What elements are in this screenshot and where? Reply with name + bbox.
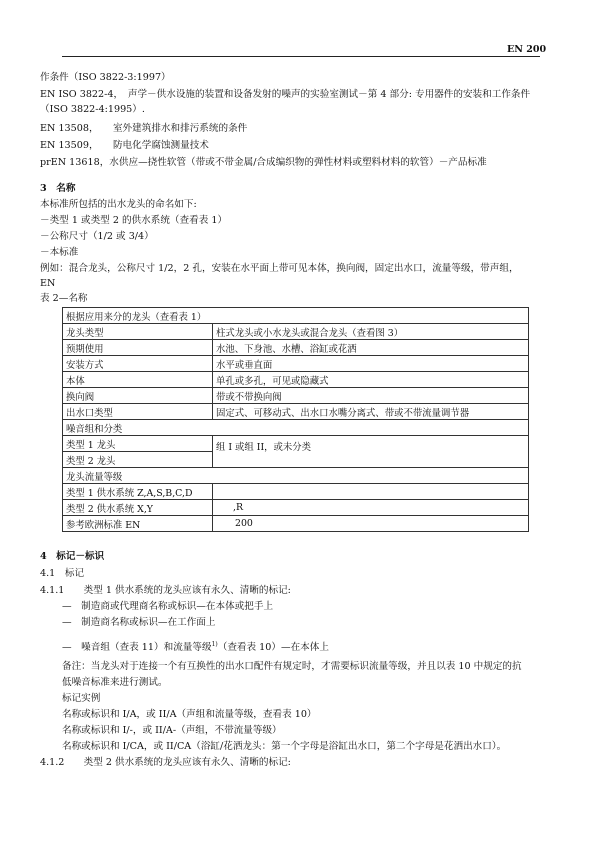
table-row xyxy=(63,420,529,436)
table-cell: 根据应用来分的龙头（查看表 1） xyxy=(63,308,529,324)
table-cell: 本体 xyxy=(63,372,213,388)
table-cell: 类型 2 供水系统 X,Y xyxy=(63,500,213,516)
table-cell: 噪音组和分类 xyxy=(63,420,529,436)
table-row xyxy=(63,356,529,372)
table-row xyxy=(63,308,529,324)
table-row xyxy=(63,516,529,532)
page-header-code: EN 200 xyxy=(507,44,547,55)
subsection-heading: 4.1.2 类型 2 供水系统的龙头应该有永久、清晰的标记: xyxy=(40,757,291,768)
designation-table xyxy=(62,307,529,532)
table-cell: 换向阀 xyxy=(63,388,213,404)
table-row xyxy=(63,484,529,500)
table-cell: 柱式龙头或小水龙头或混合龙头（查看图 3） xyxy=(213,324,529,340)
table-cell: 水池、下身池、水槽、浴缸或花洒 xyxy=(213,340,529,356)
section-3-intro: 本标准所包括的出水龙头的命名如下: xyxy=(40,199,197,210)
table-cell: 参考欧洲标准 EN xyxy=(63,516,213,532)
table-cell: 预期使用 xyxy=(63,340,213,356)
marking-item xyxy=(62,639,329,654)
table-row xyxy=(63,404,529,420)
table-cell: 组 I 或组 II，或未分类 xyxy=(213,436,529,468)
ref-line: prEN 13618，水供应—挠性软管（带或不带金属/合成编织物的弹性材料或塑料材料的软管）－产品标准 xyxy=(40,157,487,168)
example-line: 名称或标识和 I/-，或 II/A-（声组，不带流量等级） xyxy=(62,725,282,736)
subsection-heading: 4.1.1 类型 1 供水系统的龙头应该有永久、清晰的标记: xyxy=(40,585,291,596)
note-text: 备注：当龙头对于连接一个有互换性的出水口配件有规定时，才需要标识流量等级，并且以表 10 中规定的抗 xyxy=(62,661,522,672)
example-text: 例如：混合龙头，公称尺寸 1/2，2 孔，安装在水平面上带可见本体，换向阀，固定出水口，流量等级，带声组， xyxy=(40,263,519,274)
table-row xyxy=(63,468,529,484)
subsection-heading: 4.1 标记 xyxy=(40,568,85,579)
table-cell: 类型 1 龙头 xyxy=(63,436,213,452)
table-row xyxy=(63,340,529,356)
example-line: 名称或标识和 I/CA，或 II/CA（浴缸/花洒龙头：第一个字母是浴缸出水口，第二个字母是花洒出水口）。 xyxy=(62,741,507,752)
table-row xyxy=(63,372,529,388)
example-text: EN xyxy=(40,278,56,289)
table-row xyxy=(63,324,529,340)
marking-item: — 制造商名称或标识—在工作面上 xyxy=(62,617,216,628)
table-cell: 固定式、可移动式、出水口水嘴分离式、带或不带流量调节器 xyxy=(213,404,529,420)
marking-text: — 噪音组（查表 11）和流量等级 xyxy=(62,642,212,653)
table-cell: 龙头流量等级 xyxy=(63,468,529,484)
note-text: 低噪音标准来进行测试。 xyxy=(62,677,168,688)
ref-line: 作条件（ISO 3822-3:1997） xyxy=(40,72,171,83)
table-cell: 类型 2 龙头 xyxy=(63,452,213,468)
designation-item: －公称尺寸（1/2 或 3/4） xyxy=(40,231,154,242)
table-cell xyxy=(213,484,529,500)
marking-text: （查看表 10）—在本体上 xyxy=(217,642,329,653)
ref-line: EN ISO 3822-4， 声学－供水设施的装置和设备发射的噪声的实验室测试－第 4 部分: 专用器件的安装和工作条件 xyxy=(40,89,531,100)
table-cell: 带或不带换向阀 xyxy=(213,388,529,404)
table-cell: 安装方式 xyxy=(63,356,213,372)
table-row xyxy=(63,500,529,516)
footnote-ref: 1) xyxy=(211,641,218,648)
table-cell: 出水口类型 xyxy=(63,404,213,420)
designation-item: －类型 1 或类型 2 的供水系统（查看表 1） xyxy=(40,215,228,226)
table-cell: 单孔或多孔，可见或隐藏式 xyxy=(213,372,529,388)
table-cell: 200 xyxy=(213,516,529,532)
table-cell: ,R xyxy=(213,500,529,516)
section-3-heading: 3 名称 xyxy=(40,183,76,194)
marking-item: — 制造商或代理商名称或标识—在本体或把手上 xyxy=(62,601,274,612)
section-4-heading: 4 标记－标识 xyxy=(40,551,105,562)
examples-title: 标记实例 xyxy=(62,693,101,704)
ref-line: （ISO 3822-4:1995）. xyxy=(40,104,145,115)
table-cell: 类型 1 供水系统 Z,A,S,B,C,D xyxy=(63,484,213,500)
table-row xyxy=(63,388,529,404)
table-caption: 表 2—名称 xyxy=(40,293,88,304)
table-row xyxy=(63,436,529,452)
table-cell: 龙头类型 xyxy=(63,324,213,340)
header-rule xyxy=(62,56,540,57)
ref-line: EN 13509， 防电化学腐蚀测量技术 xyxy=(40,140,209,151)
ref-line: EN 13508， 室外建筑排水和排污系统的条件 xyxy=(40,123,248,134)
designation-item: －本标准 xyxy=(40,247,79,258)
table-cell: 水平或垂直面 xyxy=(213,356,529,372)
example-line: 名称或标识和 I/A，或 II/A（声组和流量等级，查看表 10） xyxy=(62,709,317,720)
